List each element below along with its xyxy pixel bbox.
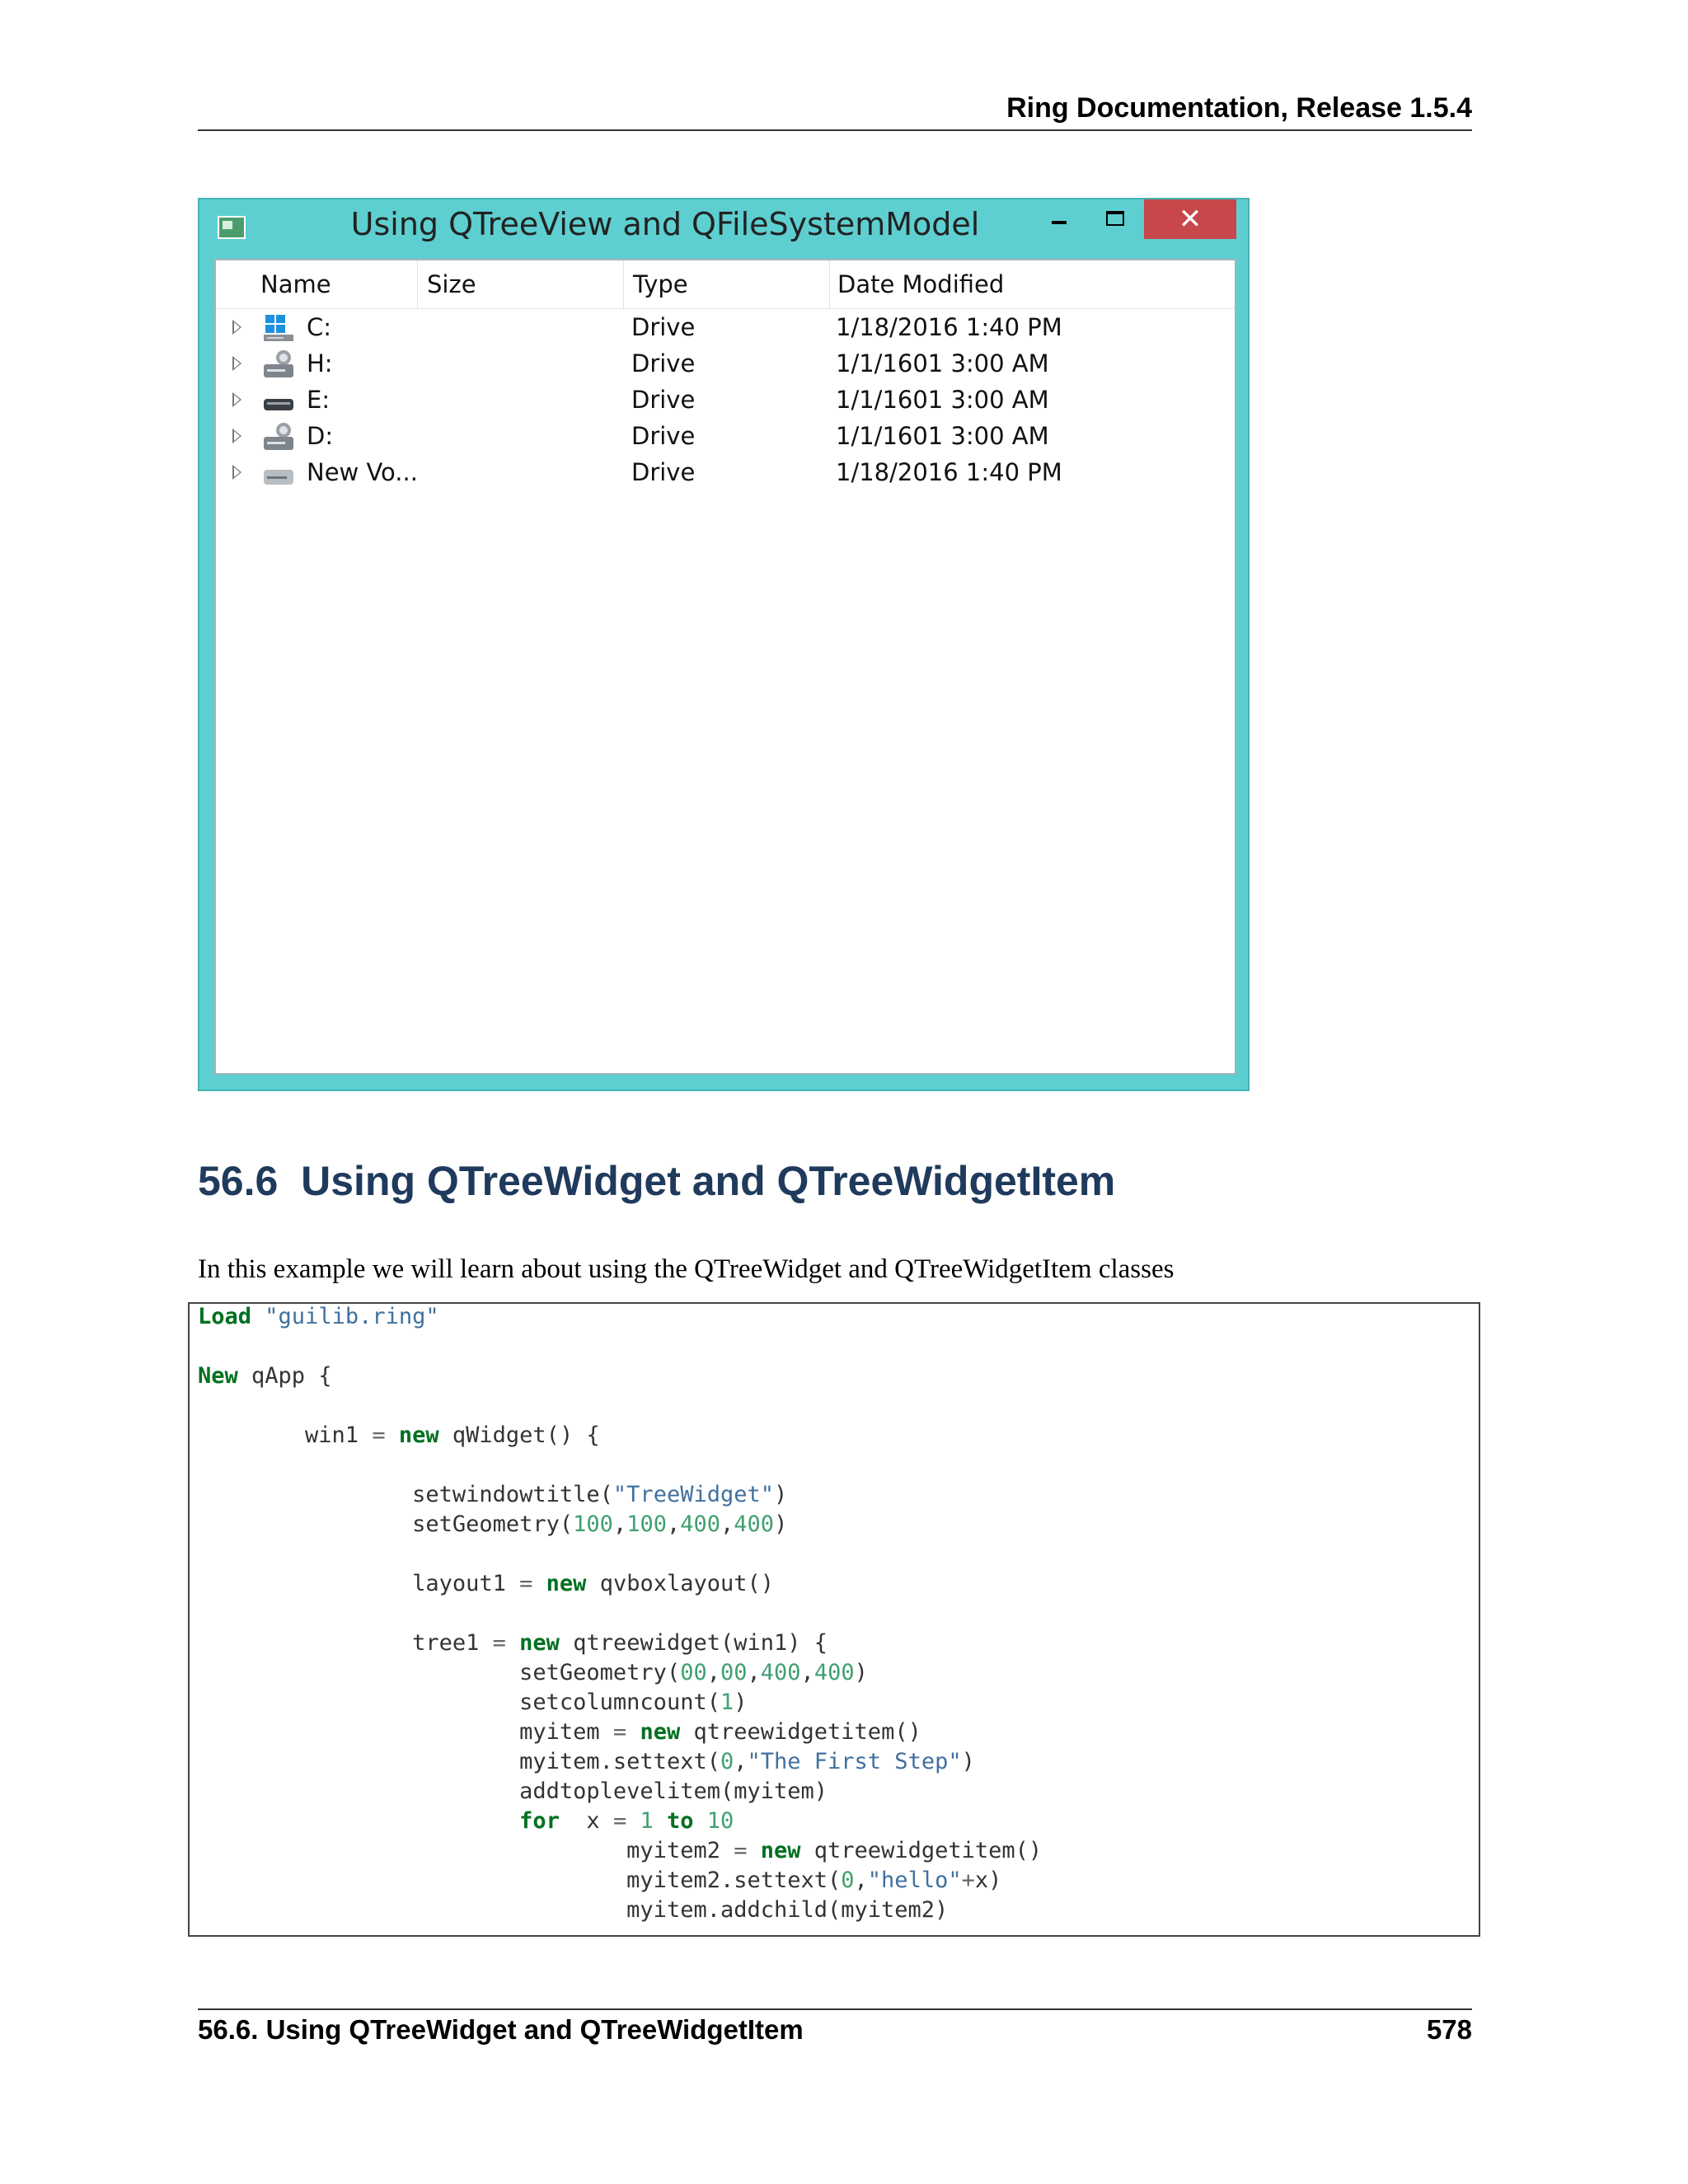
code-line: addtoplevelitem(myitem) xyxy=(198,1779,828,1804)
app-window xyxy=(198,198,1250,1091)
code-line: setGeometry(00,00,400,400) xyxy=(198,1660,868,1685)
code-line: myitem.settext(0,"The First Step") xyxy=(198,1749,975,1774)
expand-arrow-icon[interactable] xyxy=(232,356,241,371)
code-line: New qApp { xyxy=(198,1363,332,1389)
tree-row[interactable] xyxy=(216,346,1235,382)
code-block xyxy=(188,1302,1480,1937)
page-number: 578 xyxy=(1426,2014,1472,2045)
windows-drive-icon xyxy=(262,313,295,343)
row-date: 1/1/1601 3:00 AM xyxy=(836,386,1049,414)
expand-arrow-icon[interactable] xyxy=(232,320,241,335)
tree-row[interactable] xyxy=(216,382,1235,419)
code-line: setGeometry(100,100,400,400) xyxy=(198,1511,788,1537)
footer-section-title: 56.6. Using QTreeWidget and QTreeWidgetItem xyxy=(198,2014,804,2045)
tree-header xyxy=(216,260,1235,309)
column-separator[interactable] xyxy=(417,260,418,308)
close-button[interactable]: ✕ xyxy=(1144,199,1236,239)
file-tree-view[interactable] xyxy=(214,259,1236,1075)
section-title-text: Using QTreeWidget and QTreeWidgetItem xyxy=(301,1158,1116,1204)
row-type: Drive xyxy=(631,422,696,450)
code-line: myitem2 = new qtreewidgetitem() xyxy=(198,1838,1043,1863)
row-name: New Vo... xyxy=(307,458,418,486)
intro-paragraph: In this example we will learn about using the QTreeWidget and QTreeWidgetItem classes xyxy=(198,1254,1175,1284)
section-heading xyxy=(198,1157,1115,1205)
minimize-icon[interactable] xyxy=(1052,221,1067,224)
network-drive-icon xyxy=(262,349,295,379)
code-line: setcolumncount(1) xyxy=(198,1690,748,1715)
column-separator[interactable] xyxy=(829,260,830,308)
row-type: Drive xyxy=(631,349,696,377)
row-type: Drive xyxy=(631,386,696,414)
code-line: setwindowtitle("TreeWidget") xyxy=(198,1482,788,1507)
header-rule xyxy=(198,129,1472,131)
row-type: Drive xyxy=(631,313,696,341)
code-line: tree1 = new qtreewidget(win1) { xyxy=(198,1630,828,1656)
row-name: D: xyxy=(307,422,334,450)
column-header-date-modified[interactable]: Date Modified xyxy=(837,270,1005,298)
column-header-type[interactable]: Type xyxy=(633,270,688,298)
column-header-size[interactable]: Size xyxy=(427,270,476,298)
row-date: 1/18/2016 1:40 PM xyxy=(836,313,1062,341)
section-number: 56.6 xyxy=(198,1158,279,1204)
footer-rule xyxy=(198,2008,1472,2010)
code-line: myitem = new qtreewidgetitem() xyxy=(198,1719,921,1745)
row-name: H: xyxy=(307,349,333,377)
page-header-title: Ring Documentation, Release 1.5.4 xyxy=(1006,92,1472,124)
row-date: 1/1/1601 3:00 AM xyxy=(836,422,1049,450)
row-name: C: xyxy=(307,313,332,341)
code-line: win1 = new qWidget() { xyxy=(198,1422,600,1448)
expand-arrow-icon[interactable] xyxy=(232,392,241,407)
code-line: myitem2.settext(0,"hello"+x) xyxy=(198,1868,1002,1893)
tree-row[interactable] xyxy=(216,455,1235,491)
expand-arrow-icon[interactable] xyxy=(232,465,241,480)
column-header-name[interactable]: Name xyxy=(260,270,331,298)
row-type: Drive xyxy=(631,458,696,486)
expand-arrow-icon[interactable] xyxy=(232,429,241,443)
code-line: Load "guilib.ring" xyxy=(198,1304,439,1329)
hard-drive-icon xyxy=(262,458,295,488)
code-line: myitem.addchild(myitem2) xyxy=(198,1897,949,1923)
network-drive-icon xyxy=(262,422,295,452)
code-line: for x = 1 to 10 xyxy=(519,1808,734,1834)
row-name: E: xyxy=(307,386,331,414)
maximize-icon[interactable] xyxy=(1106,211,1124,226)
code-line: layout1 = new qvboxlayout() xyxy=(198,1571,775,1596)
row-date: 1/18/2016 1:40 PM xyxy=(836,458,1062,486)
column-separator[interactable] xyxy=(623,260,624,308)
removable-drive-icon xyxy=(262,386,295,415)
row-date: 1/1/1601 3:00 AM xyxy=(836,349,1049,377)
window-title: Using QTreeView and QFileSystemModel xyxy=(350,206,980,242)
tree-row[interactable] xyxy=(216,310,1235,346)
tree-row[interactable] xyxy=(216,419,1235,455)
